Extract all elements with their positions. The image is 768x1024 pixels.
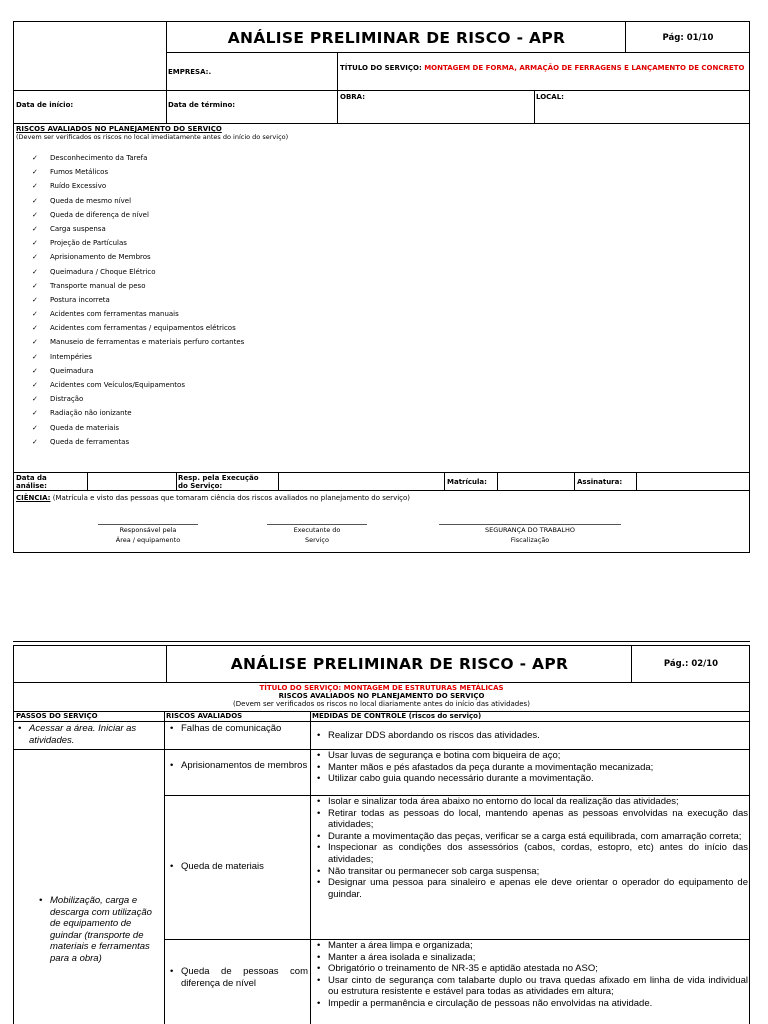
signature-caption-line: SEGURANÇA DO TRABALHO xyxy=(484,526,576,534)
risk-item xyxy=(32,310,244,324)
acknowledgement-note xyxy=(16,494,410,502)
risk-item xyxy=(32,197,244,211)
risk-item xyxy=(32,268,244,282)
risk-checklist xyxy=(32,154,244,452)
risk-item-label: Queda de diferença de nível xyxy=(50,210,149,219)
risk-item xyxy=(32,182,244,196)
risk-item xyxy=(32,282,244,296)
service-title-label: TÍTULO DO SERVIÇO: xyxy=(340,64,422,72)
risk-item-label: Queda de materiais xyxy=(50,423,120,432)
grid-line xyxy=(14,682,749,683)
measure-item: • Usar luvas de segurança e botina com biqueira de aço; xyxy=(314,750,748,762)
risk-item-label: Acidentes com ferramentas / equipamentos elétricos xyxy=(50,324,236,333)
grid-line xyxy=(278,472,279,490)
signature-label: Assinatura: xyxy=(577,478,623,486)
checkmark-icon: ✓ xyxy=(32,182,38,191)
risk-item xyxy=(32,253,244,267)
signature-caption-line: Serviço xyxy=(304,536,329,544)
measure-item: • Usar cinto de segurança com talabarte duplo ou trava quedas afixado em linha de vida individual ou estrutura resistente e estável para todas as atividades em altura; xyxy=(314,975,748,998)
risk-cell xyxy=(167,760,308,772)
grid-line xyxy=(534,90,535,123)
step-text: • Acessar a área. Iniciar as atividades. xyxy=(15,723,161,746)
risk-item-label: Aprisionamento de Membros xyxy=(50,253,151,262)
checkmark-icon: ✓ xyxy=(32,366,38,375)
checkmark-icon: ✓ xyxy=(32,395,38,404)
measure-item: • Não transitar ou permanecer sob carga suspensa; xyxy=(314,866,748,878)
responsible-label-line2: do Serviço: xyxy=(178,482,223,490)
risks-subheading: (Devem ser verificados os riscos no local imediatamente antes do início do serviço) xyxy=(16,133,289,141)
measure-item: • Inspecionar as condições dos assessórios (cabos, cordas, estopro, etc) antes do início das atividades; xyxy=(314,842,748,865)
risk-item-label: Queda de mesmo nível xyxy=(50,196,132,205)
risk-text: • Falhas de comunicação xyxy=(167,723,308,735)
table-row xyxy=(15,723,161,746)
page-title: ANÁLISE PRELIMINAR DE RISCO - APR xyxy=(230,655,569,673)
risk-item-label: Desconhecimento da Tarefa xyxy=(50,154,148,162)
checkmark-icon: ✓ xyxy=(32,381,38,389)
measure-item: • Realizar DDS abordando os riscos das atividades. xyxy=(314,730,748,742)
checkmark-icon: ✓ xyxy=(32,239,38,248)
checkmark-icon: ✓ xyxy=(32,338,38,347)
apr-page-2 xyxy=(13,645,750,1024)
grid-line xyxy=(497,472,498,490)
grid-line xyxy=(14,472,749,473)
measure-item: • Obrigatório o treinamento de NR-35 e aptidão atestada no ASO; xyxy=(314,963,748,975)
risk-item-label: Queda de ferramentas xyxy=(50,437,130,446)
risk-item xyxy=(32,154,244,168)
risk-item-label: Ruído Excessivo xyxy=(50,182,107,191)
page-number: Pág.: 02/10 xyxy=(663,659,719,669)
risk-item xyxy=(32,381,244,395)
risk-item xyxy=(32,424,244,438)
risk-item-label: Acidentes com Veículos/Equipamentos xyxy=(50,381,185,389)
grid-line xyxy=(444,472,445,490)
grid-line xyxy=(310,711,311,1024)
measure-item: • Manter a área isolada e sinalizada; xyxy=(314,952,748,964)
grid-line xyxy=(164,711,165,1024)
page-title: ANÁLISE PRELIMINAR DE RISCO - APR xyxy=(227,29,566,47)
risk-item xyxy=(32,353,244,367)
risk-item xyxy=(32,395,244,409)
column-header-steps: PASSOS DO SERVIÇO xyxy=(16,712,98,720)
grid-line xyxy=(337,52,338,90)
signature-caption-area xyxy=(78,525,218,545)
grid-line xyxy=(87,472,88,490)
signature-caption-executor xyxy=(247,525,387,545)
registration-label: Matrícula: xyxy=(447,478,487,486)
service-title-value: MONTAGEM DE FORMA, ARMAÇÃO DE FERRAGENS E LANÇAMENTO DE CONCRETO xyxy=(424,64,745,72)
acknowledgement-label: CIÊNCIA: xyxy=(16,494,51,502)
service-title xyxy=(340,64,745,73)
grid-line xyxy=(14,490,749,491)
risk-item-label: Fumos Metálicos xyxy=(50,168,109,177)
grid-line xyxy=(14,123,749,124)
apr-page-1 xyxy=(13,21,750,553)
checkmark-icon: ✓ xyxy=(32,437,38,446)
signature-caption-line: Executante do xyxy=(293,526,341,534)
measure-item: • Isolar e sinalizar toda área abaixo no entorno do local da realização das atividades; xyxy=(314,796,748,808)
checkmark-icon: ✓ xyxy=(32,324,38,333)
risk-item xyxy=(32,239,244,253)
checkmark-icon: ✓ xyxy=(32,168,38,177)
risk-item-label: Projeção de Partículas xyxy=(50,239,127,248)
responsible-label-line1: Resp. pela Execução xyxy=(178,474,259,482)
column-header-risks: RISCOS AVALIADOS xyxy=(166,712,243,720)
table-row xyxy=(36,895,158,965)
measure-item: • Designar uma pessoa para sinaleiro e apenas ele deve orientar o operador do equipamento de guindar. xyxy=(314,877,748,900)
service-title: TÍTULO DO SERVIÇO: MONTAGEM DE ESTRUTURAS METÁLICAS xyxy=(259,684,504,692)
risk-item xyxy=(32,211,244,225)
checkmark-icon: ✓ xyxy=(32,253,38,262)
checkmark-icon: ✓ xyxy=(32,423,38,432)
risk-item xyxy=(32,324,244,338)
checkmark-icon: ✓ xyxy=(32,352,38,361)
checkmark-icon: ✓ xyxy=(32,310,38,319)
checkmark-icon: ✓ xyxy=(32,267,38,276)
risks-heading: RISCOS AVALIADOS NO PLANEJAMENTO DO SERVIÇO xyxy=(278,692,485,700)
responsible-label xyxy=(178,474,276,490)
signature-caption-line: Fiscalização xyxy=(510,536,550,544)
grid-line xyxy=(166,90,167,123)
risk-cell xyxy=(167,723,308,735)
analysis-date-label-line1: Data da xyxy=(16,474,47,482)
measure-item: • Manter a área limpa e organizada; xyxy=(314,940,748,952)
start-date-label: Data de início: xyxy=(16,101,74,109)
signature-caption-line: Responsável pela xyxy=(119,526,177,534)
risk-item-label: Postura incorreta xyxy=(50,295,110,304)
checkmark-icon: ✓ xyxy=(32,281,38,290)
grid-line xyxy=(14,90,749,91)
measures-cell xyxy=(314,796,748,900)
risk-item xyxy=(32,438,244,452)
risks-heading: RISCOS AVALIADOS NO PLANEJAMENTO DO SERVIÇO xyxy=(16,125,222,133)
risk-item-label: Transporte manual de peso xyxy=(50,281,146,290)
local-label: LOCAL: xyxy=(536,93,564,101)
risk-text: • Queda de pessoas com diferença de nível xyxy=(167,966,308,989)
grid-line xyxy=(176,472,177,490)
risk-item xyxy=(32,225,244,239)
risk-item xyxy=(32,338,244,352)
measure-item: • Impedir a permanência e circulação de pessoas não envolvidas na atividade. xyxy=(314,998,748,1010)
risk-item-label: Queimadura xyxy=(50,366,94,375)
column-header-measures: MEDIDAS DE CONTROLE (riscos do serviço) xyxy=(312,712,482,720)
analysis-date-label-line2: análise: xyxy=(16,482,47,490)
risk-item xyxy=(32,296,244,310)
risk-text: • Queda de materiais xyxy=(167,861,308,873)
grid-line xyxy=(166,52,749,53)
grid-line xyxy=(337,90,338,123)
grid-line xyxy=(574,472,575,490)
risk-item-label: Manuseio de ferramentas e materiais perfuro cortantes xyxy=(50,338,245,347)
risk-cell xyxy=(167,861,308,873)
risk-item-label: Radiação não ionizante xyxy=(50,409,132,418)
page-number: Pág: 01/10 xyxy=(662,33,714,43)
risk-item-label: Distração xyxy=(50,395,84,404)
checkmark-icon: ✓ xyxy=(32,224,38,233)
risk-text: • Aprisionamentos de membros xyxy=(167,760,308,772)
page-separator xyxy=(13,641,750,642)
grid-line xyxy=(14,721,749,722)
measure-item: • Manter mãos e pés afastados da peça durante a movimentação mecanizada; xyxy=(314,762,748,774)
obra-label: OBRA: xyxy=(340,93,366,101)
risk-item-label: Acidentes com ferramentas manuais xyxy=(50,310,179,319)
grid-line xyxy=(636,472,637,490)
empresa-label: EMPRESA:. xyxy=(168,68,212,76)
risk-item-label: Carga suspensa xyxy=(50,224,106,233)
measures-cell xyxy=(314,730,748,742)
risk-cell xyxy=(167,966,308,989)
end-date-label: Data de término: xyxy=(168,101,236,109)
risk-item-label: Intempéries xyxy=(50,352,92,361)
signature-caption-line: Área / equipamento xyxy=(115,536,181,544)
measures-cell xyxy=(314,750,748,785)
checkmark-icon: ✓ xyxy=(32,409,38,418)
step-text: • Mobilização, carga e descarga com utilização de equipamento de guindar (transporte de materiais e ferramentas para a obra) xyxy=(36,895,158,965)
acknowledgement-text: (Matrícula e visto das pessoas que tomaram ciência dos riscos avaliados no planejamento do serviço) xyxy=(50,494,411,502)
risk-item-label: Queimadura / Choque Elétrico xyxy=(50,267,156,276)
signature-caption-safety xyxy=(450,525,610,545)
risks-subheading: (Devem ser verificados os riscos no local diariamente antes do início das atividades) xyxy=(233,700,530,708)
measures-cell xyxy=(314,940,748,1010)
analysis-date-label xyxy=(16,474,47,490)
checkmark-icon: ✓ xyxy=(32,295,38,304)
checkmark-icon: ✓ xyxy=(32,210,38,219)
measure-item: • Durante a movimentação das peças, verificar se a carga está equilibrada, com amarração correta; xyxy=(314,831,748,843)
checkmark-icon: ✓ xyxy=(32,154,38,162)
risk-item xyxy=(32,409,244,423)
risk-item xyxy=(32,168,244,182)
risk-item xyxy=(32,367,244,381)
measure-item: • Retirar todas as pessoas do local, mantendo apenas as pessoas envolvidas na execução das atividades; xyxy=(314,808,748,831)
checkmark-icon: ✓ xyxy=(32,196,38,205)
measure-item: • Utilizar cabo guia quando necessário durante a movimentação. xyxy=(314,773,748,785)
